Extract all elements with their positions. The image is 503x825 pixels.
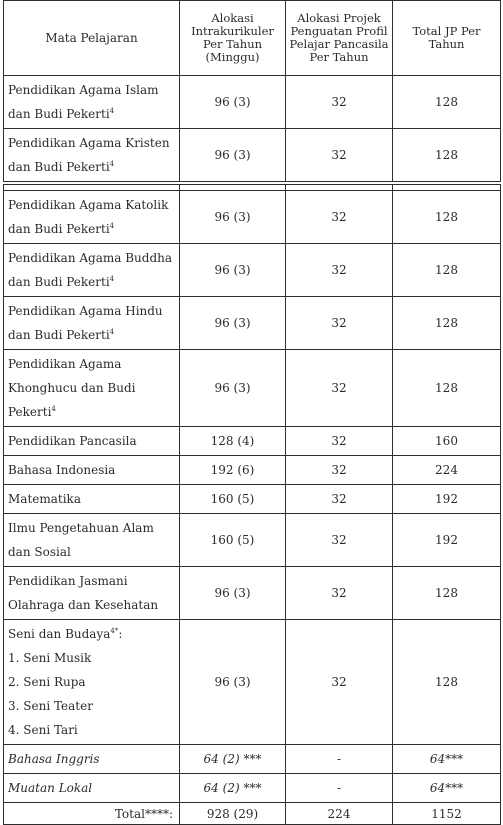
header-subject: Mata Pelajaran <box>4 1 180 76</box>
table-row <box>4 774 501 803</box>
table-row <box>4 244 501 297</box>
total-cell: 224 <box>393 456 501 485</box>
projek-cell: 32 <box>286 350 393 427</box>
table-row <box>4 427 501 456</box>
subject-cell: Pendidikan Agama Buddha dan Budi Pekerti$^4$ <box>4 244 180 297</box>
intra-cell: 160 (5) <box>180 485 286 514</box>
subject-cell: Pendidikan Agama Hindu dan Budi Pekerti$^4$ <box>4 297 180 350</box>
header-total-jp: Total JP Per Tahun <box>393 1 501 76</box>
subject-cell: Pendidikan Pancasila <box>4 427 180 456</box>
intra-cell: 96 (3) <box>180 244 286 297</box>
intra-cell: 192 (6) <box>180 456 286 485</box>
subject-cell: Ilmu Pengetahuan Alam dan Sosial <box>4 514 180 567</box>
subject-cell: Pendidikan Agama Kristen dan Budi Pekerti$^4$ <box>4 129 180 182</box>
projek-cell: - <box>286 745 393 774</box>
table-row <box>4 191 501 244</box>
subject-cell: Pendidikan Agama Islam dan Budi Pekerti$^4$ <box>4 76 180 129</box>
intra-cell: 64 (2) *** <box>180 745 286 774</box>
total-cell: 64*** <box>393 745 501 774</box>
subject-cell: Seni dan Budaya$^{4*}$: 1. Seni Musik 2. Seni Rupa 3. Seni Teater 4. Seni Tari <box>4 620 180 745</box>
table-row <box>4 745 501 774</box>
table-row <box>4 620 501 745</box>
list-item: 2. Seni Rupa <box>8 675 86 689</box>
total-cell: 128 <box>393 350 501 427</box>
curriculum-table-top <box>3 0 501 182</box>
total-cell: 160 <box>393 427 501 456</box>
subject-cell: Bahasa Inggris <box>4 745 180 774</box>
projek-cell: 32 <box>286 297 393 350</box>
total-cell: 128 <box>393 244 501 297</box>
table-row <box>4 76 501 129</box>
intra-cell: 96 (3) <box>180 191 286 244</box>
list-item: 1. Seni Musik <box>8 651 92 665</box>
subject-cell: Matematika <box>4 485 180 514</box>
projek-cell: 32 <box>286 567 393 620</box>
total-cell: 128 <box>393 567 501 620</box>
table-row <box>4 514 501 567</box>
subject-cell: Pendidikan Jasmani Olahraga dan Kesehatan <box>4 567 180 620</box>
intra-cell: 96 (3) <box>180 76 286 129</box>
table-row <box>4 567 501 620</box>
curriculum-table-bottom <box>3 184 501 825</box>
projek-cell: - <box>286 774 393 803</box>
total-cell: 192 <box>393 514 501 567</box>
projek-cell: 32 <box>286 456 393 485</box>
total-cell: 192 <box>393 485 501 514</box>
table-row <box>4 350 501 427</box>
projek-cell: 32 <box>286 514 393 567</box>
subject-cell: Pendidikan Agama Katolik dan Budi Pekerti$^4$ <box>4 191 180 244</box>
list-item: 3. Seni Teater <box>8 699 93 713</box>
intra-cell: 128 (4) <box>180 427 286 456</box>
total-cell: 128 <box>393 297 501 350</box>
projek-cell: 32 <box>286 191 393 244</box>
totals-projek: 224 <box>286 803 393 825</box>
subject-cell: Pendidikan Agama Khonghucu dan Budi Pekerti$^4$ <box>4 350 180 427</box>
table-row <box>4 456 501 485</box>
intra-cell: 96 (3) <box>180 567 286 620</box>
intra-cell: 96 (3) <box>180 129 286 182</box>
projek-cell: 32 <box>286 427 393 456</box>
subject-cell: Muatan Lokal <box>4 774 180 803</box>
totals-row <box>4 803 501 825</box>
projek-cell: 32 <box>286 76 393 129</box>
projek-cell: 32 <box>286 244 393 297</box>
projek-cell: 32 <box>286 485 393 514</box>
header-row <box>4 1 501 76</box>
subject-cell: Bahasa Indonesia <box>4 456 180 485</box>
total-cell: 128 <box>393 129 501 182</box>
total-cell: 128 <box>393 191 501 244</box>
table-row <box>4 129 501 182</box>
intra-cell: 160 (5) <box>180 514 286 567</box>
total-cell: 128 <box>393 620 501 745</box>
total-cell: 128 <box>393 76 501 129</box>
totals-intra: 928 (29) <box>180 803 286 825</box>
total-cell: 64*** <box>393 774 501 803</box>
header-intrakurikuler: Alokasi Intrakurikuler Per Tahun (Minggu) <box>180 1 286 76</box>
intra-cell: 96 (3) <box>180 297 286 350</box>
intra-cell: 96 (3) <box>180 620 286 745</box>
intra-cell: 96 (3) <box>180 350 286 427</box>
totals-label: Total****: <box>4 803 180 825</box>
header-projek: Alokasi Projek Penguatan Profil Pelajar Pancasila Per Tahun <box>286 1 393 76</box>
table-row <box>4 297 501 350</box>
intra-cell: 64 (2) *** <box>180 774 286 803</box>
projek-cell: 32 <box>286 129 393 182</box>
table-row <box>4 485 501 514</box>
totals-total: 1152 <box>393 803 501 825</box>
projek-cell: 32 <box>286 620 393 745</box>
list-item: 4. Seni Tari <box>8 723 78 737</box>
